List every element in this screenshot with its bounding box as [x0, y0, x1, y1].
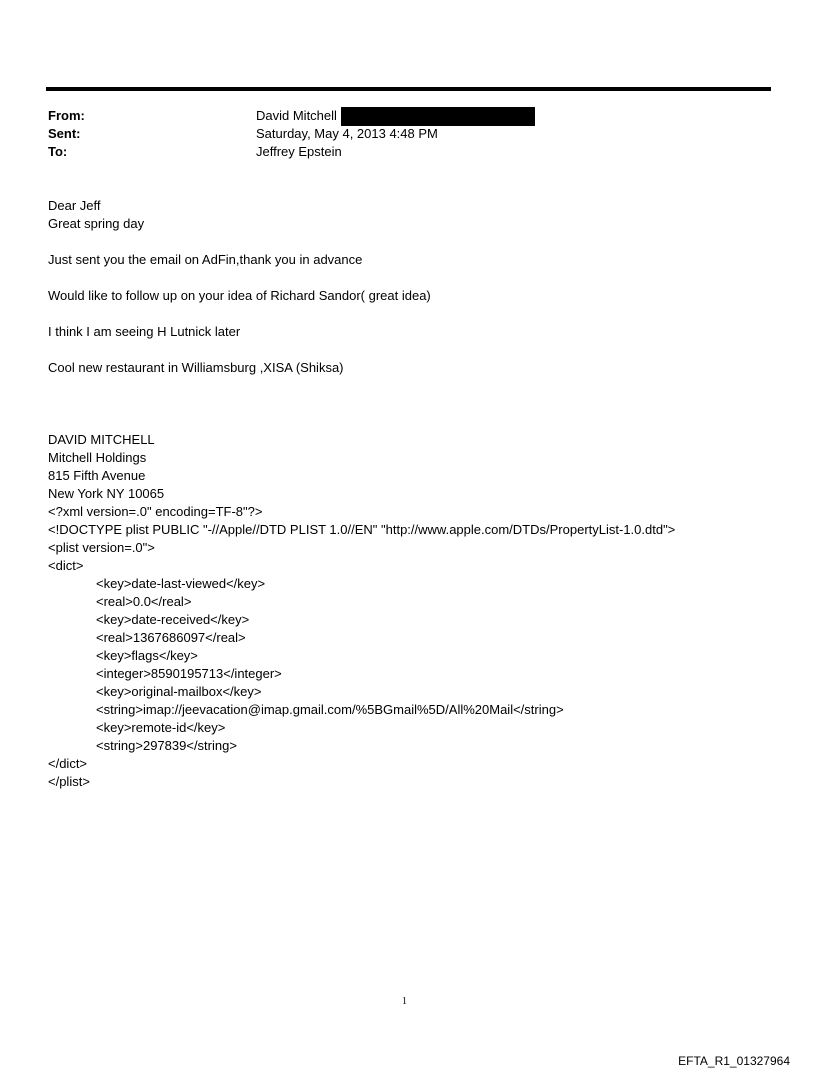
plist-entry: <key>original-mailbox</key>	[96, 684, 262, 699]
from-row	[48, 107, 748, 125]
message-line: Would like to follow up on your idea of Richard Sandor( great idea)	[48, 288, 431, 303]
plist-entry: <key>remote-id</key>	[96, 720, 226, 735]
plist-open-tag: <plist version=.0">	[48, 540, 155, 555]
dict-open-tag: <dict>	[48, 558, 84, 573]
plist-entry: <integer>8590195713</integer>	[96, 666, 282, 681]
plist-xml-declaration: <?xml version=.0" encoding=TF-8"?>	[48, 504, 263, 519]
message-line: Great spring day	[48, 216, 145, 231]
plist-entry: <real>1367686097</real>	[96, 630, 246, 645]
plist-entry: <key>date-last-viewed</key>	[96, 576, 266, 591]
signature-company: Mitchell Holdings	[48, 450, 147, 465]
page-number: 1	[402, 996, 407, 1007]
plist-entry: <string>imap://jeevacation@imap.gmail.com/%5BGmail%5D/All%20Mail</string>	[96, 702, 564, 717]
message-line: Just sent you the email on AdFin,thank you in advance	[48, 252, 363, 267]
header-rule	[46, 87, 771, 91]
message-line: Cool new restaurant in Williamsburg ,XISA (Shiksa)	[48, 360, 344, 375]
from-value: David Mitchell	[256, 108, 337, 123]
message-line: I think I am seeing H Lutnick later	[48, 324, 241, 339]
plist-close-tag: </plist>	[48, 774, 90, 789]
sent-value: Saturday, May 4, 2013 4:48 PM	[256, 126, 438, 141]
plist-entry: <key>date-received</key>	[96, 612, 250, 627]
email-header	[48, 107, 748, 161]
from-label: From:	[48, 108, 85, 123]
to-label: To:	[48, 144, 68, 159]
to-row	[48, 143, 748, 161]
document-id: EFTA_R1_01327964	[678, 1054, 790, 1068]
plist-entry: <string>297839</string>	[96, 738, 237, 753]
sent-label: Sent:	[48, 126, 81, 141]
greeting: Dear Jeff	[48, 198, 101, 213]
signature-name: DAVID MITCHELL	[48, 432, 155, 447]
email-body	[48, 197, 788, 791]
redaction-box	[341, 107, 535, 126]
from-value-group	[256, 107, 535, 125]
plist-entry: <key>flags</key>	[96, 648, 198, 663]
signature-address-line: New York NY 10065	[48, 486, 165, 501]
plist-doctype: <!DOCTYPE plist PUBLIC "-//Apple//DTD PLIST 1.0//EN" "http://www.apple.com/DTDs/PropertyList-1.0.dtd">	[48, 522, 676, 537]
dict-close-tag: </dict>	[48, 756, 88, 771]
to-value: Jeffrey Epstein	[256, 144, 342, 159]
sent-row	[48, 125, 748, 143]
plist-entry: <real>0.0</real>	[96, 594, 192, 609]
signature-address-line: 815 Fifth Avenue	[48, 468, 146, 483]
